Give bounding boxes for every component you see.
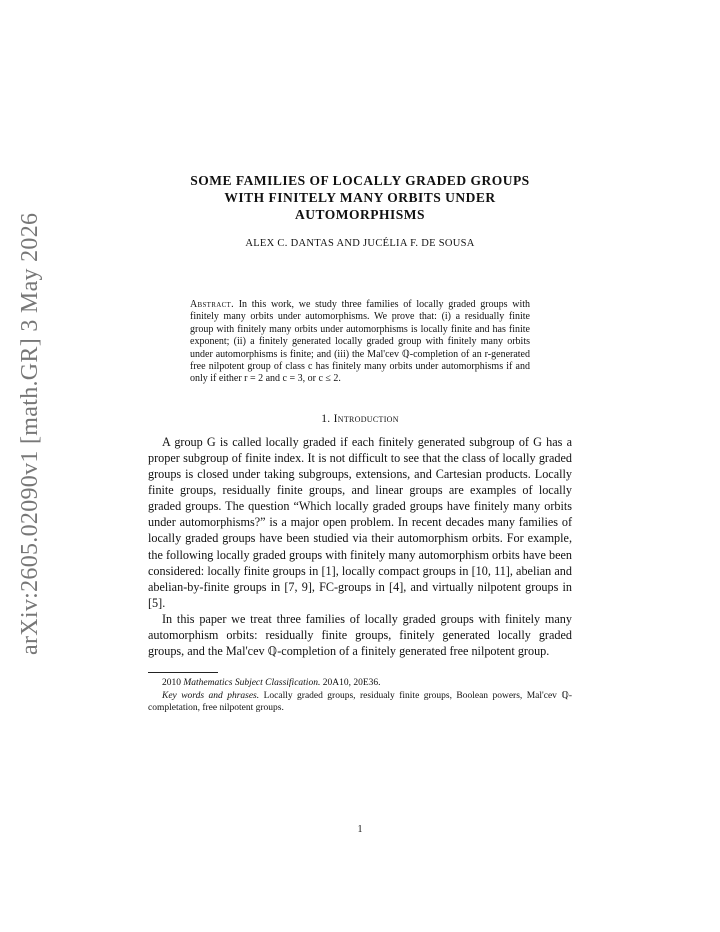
authors: ALEX C. DANTAS AND JUCÉLIA F. DE SOUSA (245, 238, 475, 249)
paper-page (148, 172, 572, 715)
section-body (148, 434, 572, 659)
msc-label: Mathematics Subject Classification. (183, 678, 321, 689)
footnote-rule (148, 672, 218, 673)
title-line: SOME FAMILIES OF LOCALLY GRADED GROUPS (190, 173, 530, 188)
msc-footnote (148, 677, 572, 690)
paragraph: In this paper we treat three families of locally graded groups with finitely many automorphism orbits: residually finite groups, finitely generated locally graded groups, and the Mal'cev ℚ-completion of a finitely generated free nilpotent group. (148, 611, 572, 659)
abstract-text: In this work, we study three families of locally graded groups with finitely many orbits under automorphisms. We prove that: (i) a residually finite group with finitely many orbits under automorphisms is locally finite and has finite exponent; (ii) a finitely generated locally graded group with finitely many orbits under automorphisms is finite; and (iii) the Mal'cev ℚ-completion of an r-generated free nilpotent group of class c has finitely many orbits under automorphisms if and only if either r = 2 and c = 3, or c ≤ 2. (190, 299, 531, 385)
footnotes (148, 677, 572, 715)
paragraph: A group G is called locally graded if each finitely generated subgroup of G has a proper subgroup of finite index. It is not difficult to see that the class of locally graded groups is closed under taking subgroups, extensions, and Cartesian products. Locally finite groups, residually finite groups, and linear groups are examples of locally graded groups. The question “Which locally graded groups have finitely many orbits under automorphisms?” is a major open problem. In recent decades many families of locally graded groups have been studied via their automorphism orbits. For example, the following locally graded groups with finitely many automorphism orbits have been considered: locally finite groups in [1], locally compact groups in [10, 11], abelian and abelian-by-finite groups in [7, 9], FC-groups in [4], and virtually nilpotent groups in [5]. (148, 434, 572, 610)
section-number: 1. (321, 412, 331, 425)
msc-codes: 20A10, 20E36. (322, 678, 381, 689)
title-line: WITH FINITELY MANY ORBITS UNDER (224, 190, 496, 205)
paper-title (148, 172, 572, 223)
keywords-text: Locally graded groups, residualy finite groups, Boolean powers, Mal'cev ℚ-completation, free nilpotent groups. (148, 690, 572, 714)
abstract (190, 299, 530, 386)
section-title: Introduction (333, 412, 399, 425)
keywords-footnote (148, 690, 572, 715)
page-number: 1 (357, 824, 363, 835)
section-heading (148, 413, 572, 425)
keywords-label: Key words and phrases. (162, 690, 260, 701)
title-line: AUTOMORPHISMS (294, 207, 425, 222)
msc-year: 2010 (162, 678, 181, 689)
abstract-label: Abstract. (190, 299, 234, 310)
arxiv-identifier: arXiv:2605.02090v1 [math.GR] 3 May 2026 (17, 212, 43, 655)
